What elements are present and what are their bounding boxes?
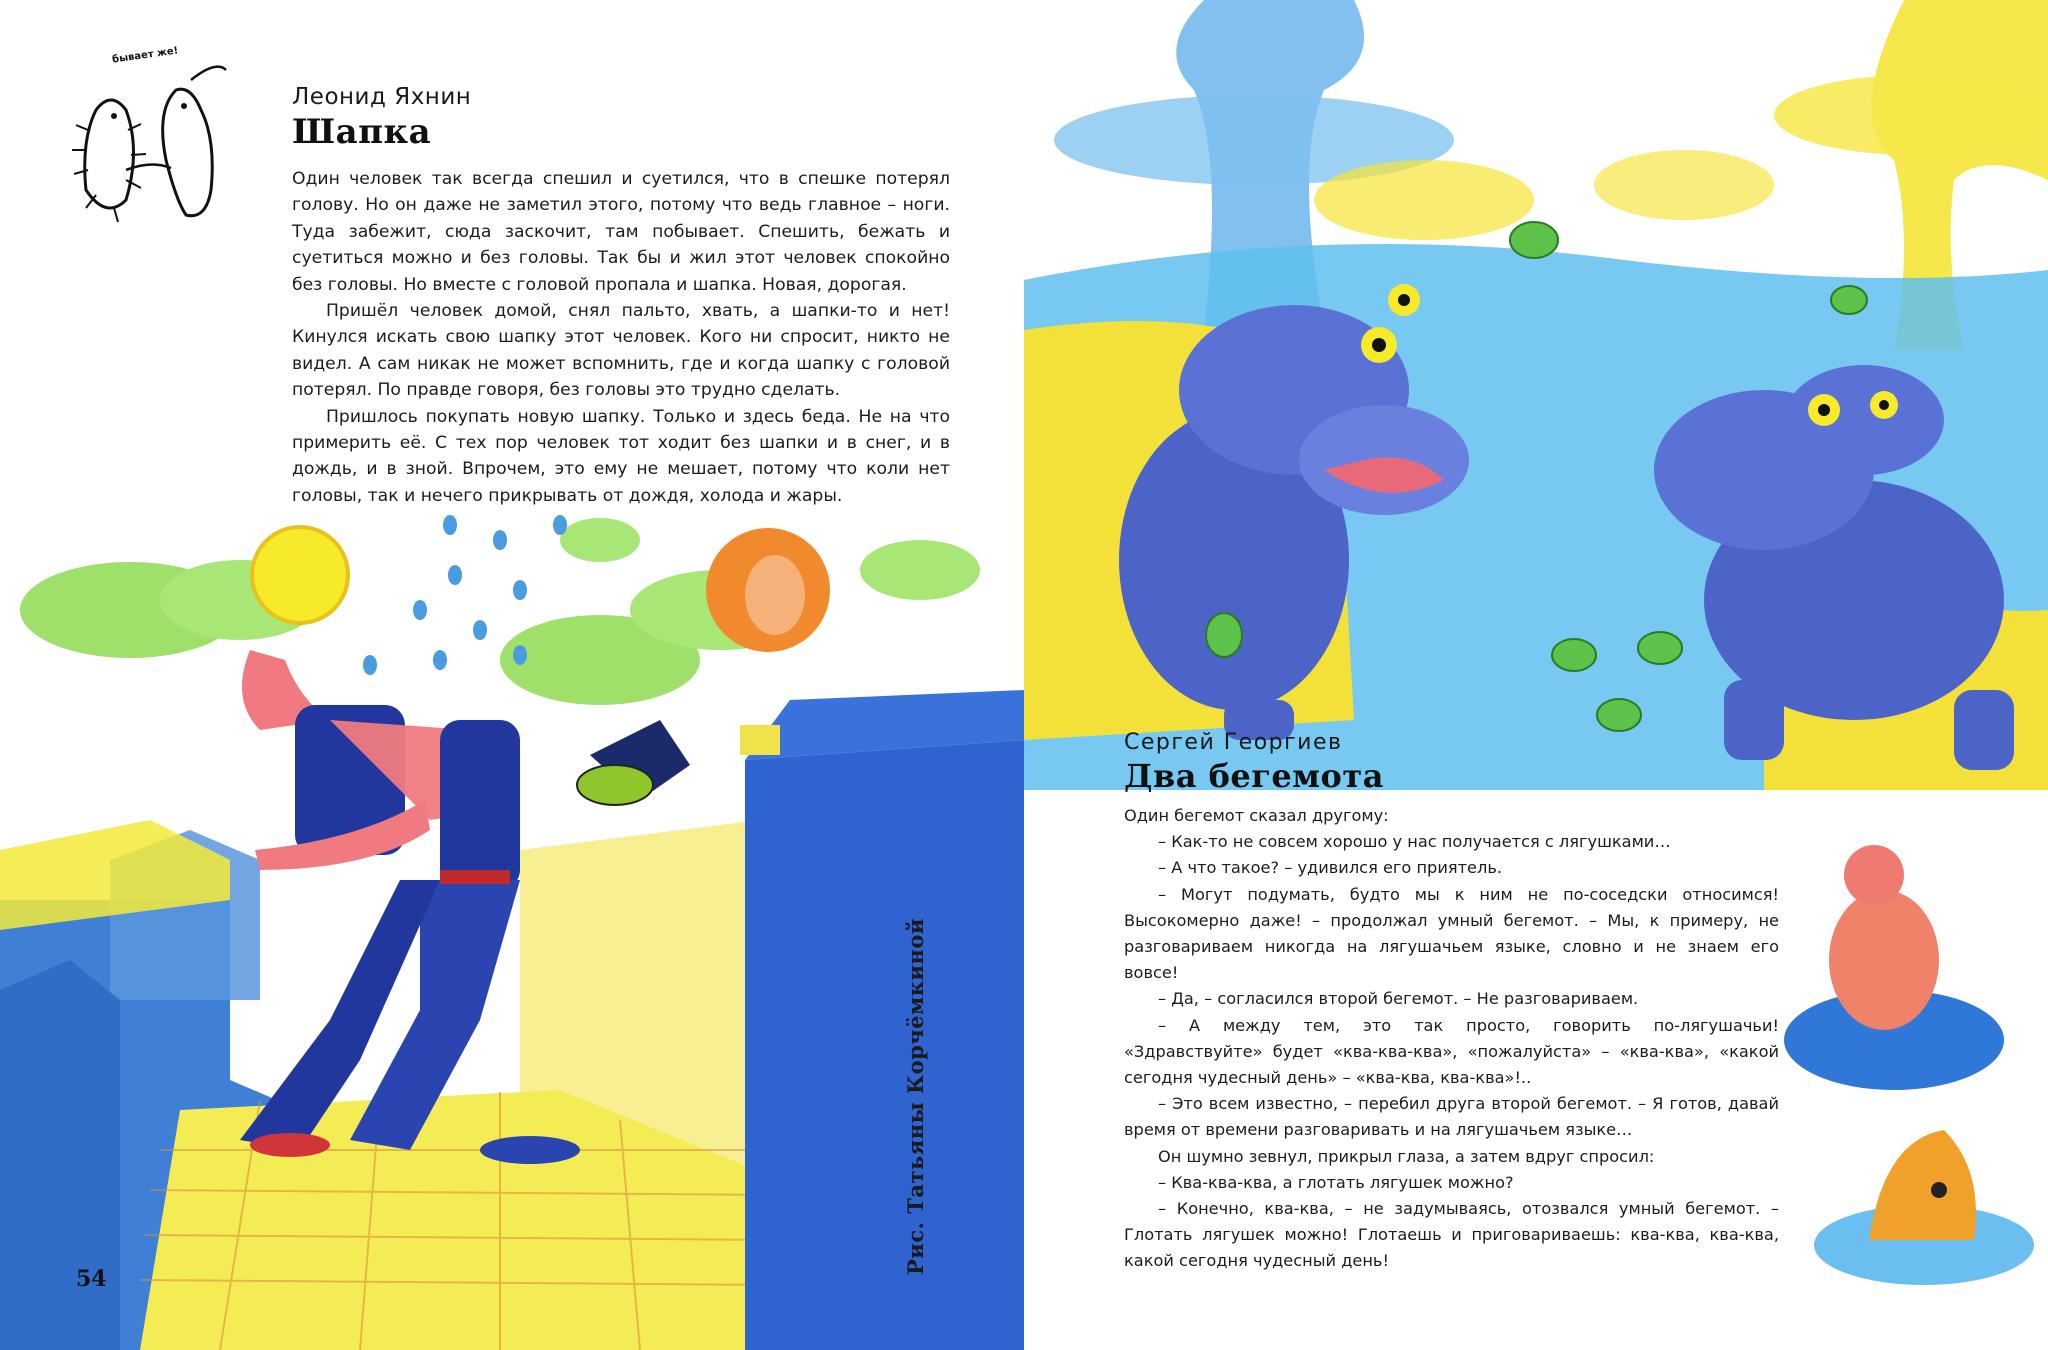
paragraph: Один человек так всегда спешил и суетился, что в спешке потерял голову. Но он даже не заметил этого, потому что ведь главное – ноги. Туда забежит, сюда заскочит, там побывает. Спешить, бежать и суетиться можно и без головы. Так бы и жил этот человек спокойно без головы. Но вместе с головой пропала и шапка. Новая, дорогая.: [292, 169, 950, 295]
story-left: [292, 84, 950, 509]
pink-frog: [1829, 890, 1939, 1030]
yellow-tree-canopy: [1774, 75, 2048, 155]
paragraph: Пришлось покупать новую шапку. Только и здесь беда. Не на что примерить её. С тех пор человек тот ходит без шапки и в снег, и в дождь, и в зной. Впрочем, это ему не мешает, потому что коли нет головы, так и нечего прикрывать от дождя, холода и жары.: [292, 406, 950, 506]
yellow-cloud-2: [1594, 150, 1774, 220]
story-right: [1124, 730, 1779, 1275]
paragraph: – Конечно, ква-ква, – не задумываясь, отозвался умный бегемот. – Глотать лягушек можно! Глотаешь и приговариваешь: ква-ква, ква-ква, какой сегодня чудесный день!: [1124, 1199, 1779, 1271]
author-left: Леонид Яхнин: [292, 84, 472, 110]
orange-fish: [1869, 1130, 1976, 1240]
yellow-chimney-cap: [740, 725, 780, 755]
blue-chimney-block: [745, 740, 1024, 1350]
paragraph: – А между тем, это так просто, говорить по-лягушачьи! «Здравствуйте» будет «ква-ква-ква», «пожалуйста» – «ква-ква», «какой сегодня чудесный день» – «ква-ква, ква-ква»!..: [1124, 1015, 1779, 1088]
page-number: 54: [76, 1266, 107, 1292]
paragraph: Один бегемот сказал другому:: [1124, 806, 1389, 825]
yellow-cloud: [1314, 160, 1534, 240]
illustration-credit: Рис. Татьяны Корчёмкиной: [903, 918, 928, 1275]
paragraph: – Как-то не совсем хорошо у нас получается с лягушками…: [1158, 832, 1671, 852]
logo-caption: бывает же!: [111, 45, 179, 66]
right-page: [1024, 0, 2048, 1350]
author-right: Сергей Георгиев: [1124, 730, 1343, 755]
hat-lining: [577, 765, 653, 805]
sun: [252, 527, 348, 623]
title-left: Шапка: [292, 112, 432, 152]
paragraph: – Могут подумать, будто мы к ним не по-соседски относимся! Высокомерно даже! – продолжал умный бегемот. – Мы, к примеру, не разговариваем никогда на лягушачьем языке, словно и не знаем его вовсе!: [1124, 884, 1779, 983]
paragraph: – Это всем известно, – перебил друга второй бегемот. – Я готов, давай время от времени разговаривать и на лягушачьем языке…: [1124, 1094, 1779, 1140]
paragraph: – Да, – согласился второй бегемот. – Не разговариваем.: [1158, 989, 1639, 1009]
paragraph: Он шумно зевнул, прикрыл глаза, а затем вдруг спросил:: [1158, 1146, 1655, 1166]
paragraph: – Ква-ква-ква, а глотать лягушек можно?: [1158, 1172, 1514, 1192]
floating-face: [745, 555, 805, 635]
hedgehog-logo-icon: [66, 50, 246, 230]
title-right: Два бегемота: [1124, 757, 1384, 795]
paragraph: – А что такое? – удивился его приятель.: [1158, 858, 1503, 878]
paragraph: Пришёл человек домой, снял пальто, хвать, а шапки-то и нет! Кинулся искать свою шапку этот человек. Кого ни спросит, никто не видел. А сам никак не может вспомнить, где и когда шапку с головой потерял. По правде говоря, без головы это трудно сделать.: [292, 301, 950, 401]
